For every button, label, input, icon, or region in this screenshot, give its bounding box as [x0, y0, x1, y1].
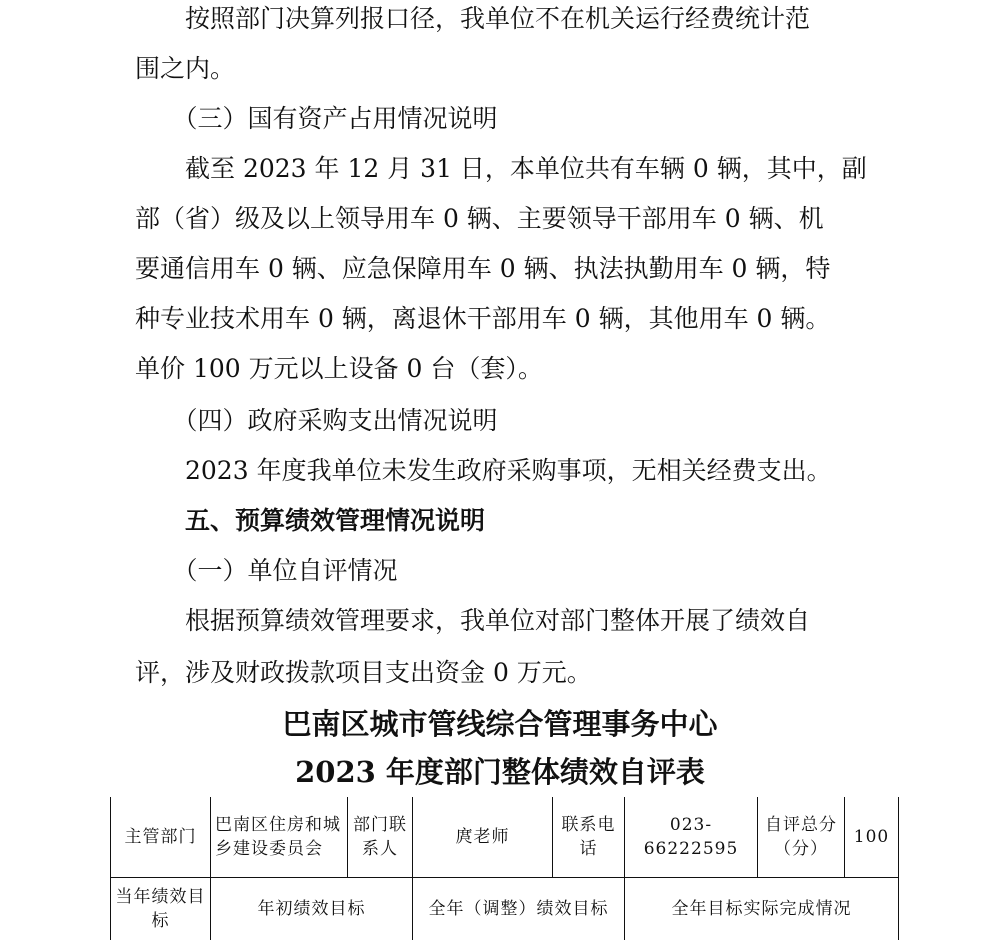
para-line-5: 部（省）级及以上领导用车 0 辆、主要领导干部用车 0 辆、机: [135, 204, 824, 233]
table-row: [111, 878, 899, 941]
contact-label: 部门联系人: [348, 797, 413, 878]
para-line-7: 种专业技术用车 0 辆，离退休干部用车 0 辆，其他用车 0 辆。: [135, 304, 831, 333]
supervisor-value: 巴南区住房和城乡建设委员会: [211, 797, 348, 878]
chapter-heading-5: 五、预算绩效管理情况说明: [135, 506, 486, 535]
para-line-13: 根据预算绩效管理要求，我单位对部门整体开展了绩效自: [135, 606, 811, 635]
para-line-8: 单价 100 万元以上设备 0 台（套）。: [135, 354, 543, 383]
para-line-1: 按照部门决算列报口径，我单位不在机关运行经费统计范: [135, 4, 811, 33]
phone-value: 023-66222595: [625, 797, 758, 878]
section-heading-4: （四）政府采购支出情况说明: [135, 406, 498, 435]
para-line-10: 2023 年度我单位未发生政府采购事项，无相关经费支出。: [135, 456, 832, 485]
section-heading-3: （三）国有资产占用情况说明: [135, 104, 498, 133]
initial-goal-header: 年初绩效目标: [211, 878, 413, 941]
table-title-line1: 巴南区城市管线综合管理事务中心: [282, 707, 718, 741]
score-label: 自评总分（分）: [758, 797, 845, 878]
phone-label: 联系电话: [553, 797, 625, 878]
goal-label: 当年绩效目标: [111, 878, 211, 941]
para-line-2: 围之内。: [135, 54, 236, 83]
table-title-line2: 2023 年度部门整体绩效自评表: [295, 755, 705, 789]
para-line-6: 要通信用车 0 辆、应急保障用车 0 辆、执法执勤用车 0 辆，特: [135, 254, 831, 283]
para-line-14: 评，涉及财政拨款项目支出资金 0 万元。: [135, 658, 592, 687]
para-line-4: 截至 2023 年 12 月 31 日，本单位共有车辆 0 辆，其中，副: [135, 154, 867, 183]
performance-evaluation-table: [110, 797, 899, 940]
section-heading-5-1: （一）单位自评情况: [135, 556, 398, 585]
supervisor-label: 主管部门: [111, 797, 211, 878]
score-value: 100: [845, 797, 899, 878]
contact-value: 庹老师: [413, 797, 553, 878]
adjusted-goal-header: 全年（调整）绩效目标: [413, 878, 625, 941]
table-row: [111, 797, 899, 878]
actual-completion-header: 全年目标实际完成情况: [625, 878, 899, 941]
